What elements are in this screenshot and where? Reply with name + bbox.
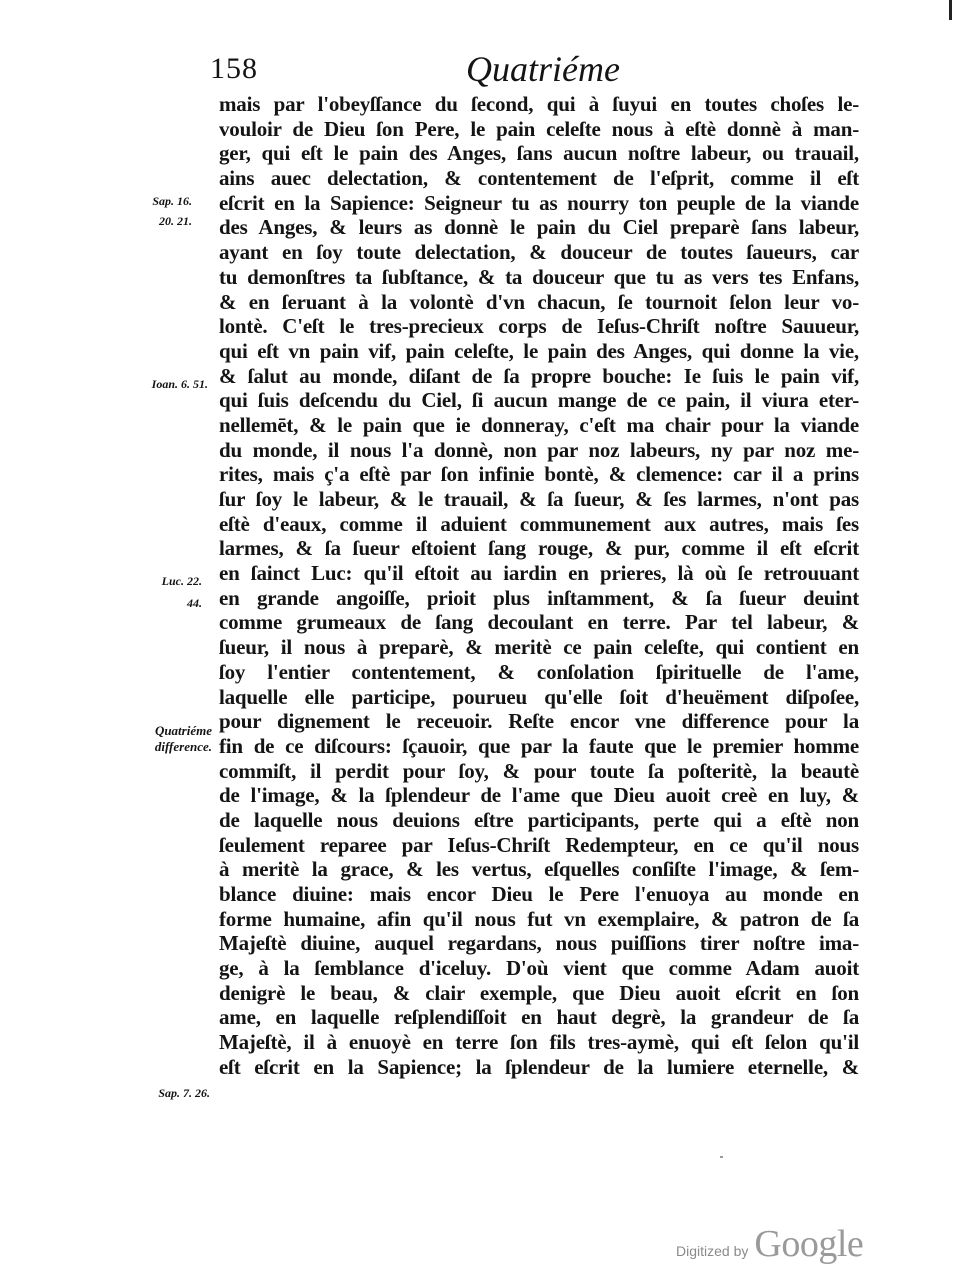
text-line: ſoy l'entier contentement, & conſolation ſpirituelle de l'ame,: [219, 659, 859, 684]
text-line: des Anges, & leurs as donnè le pain du Ciel preparè ſans labeur,: [219, 215, 859, 240]
text-line: qui eſt vn pain vif, pain celeſte, le pain des Anges, qui donne la vie,: [219, 338, 859, 363]
margin-note-ioan: [130, 376, 208, 392]
margin-note-line: 20. 21.: [159, 214, 192, 228]
text-line: blance diuine: mais encor Dieu le Pere l'enuoya au monde en: [219, 882, 859, 906]
page-number: 158: [210, 52, 258, 85]
text-line: ame, en laquelle reſplendiſſoit en haut degrè, la grandeur de ſa: [219, 1005, 859, 1030]
text-line: commiſt, il perdit pour ſoy, & pour toute ſa poſteritè, la beautè: [219, 758, 859, 783]
text-line: à meritè la grace, & les vertus, eſquelles conſiſte l'image, & ſem-: [219, 857, 859, 882]
text-line: vouloir de Dieu ſon Pere, le pain celeſte nous à eſtè donnè à man-: [219, 116, 859, 141]
margin-note-line: difference.: [154, 739, 212, 754]
margin-note-line: Ioan. 6. 51.: [151, 377, 208, 391]
scan-edge-mark: [949, 0, 952, 20]
text-line: ger, qui eſt le pain des Anges, ſans aucun noſtre labeur, ou trauail,: [219, 141, 859, 166]
text-line: laquelle elle participe, pourueu qu'elle ſoit d'heuëment diſpoſee,: [219, 684, 859, 709]
text-line: eſt eſcrit en la Sapience; la ſplendeur de la lumiere eternelle, &: [219, 1054, 859, 1079]
text-line: forme humaine, afin qu'il nous fut vn exemplaire, & patron de ſa: [219, 906, 859, 931]
text-line: en grande angoiſſe, prioit plus inſtamment, & ſa ſueur deuint: [219, 585, 859, 610]
text-line: eſcrit en la Sapience: Seigneur tu as nourry ton peuple de la viande: [219, 190, 859, 215]
digitized-by-watermark: [676, 1222, 863, 1266]
text-line: du monde, il nous l'a donnè, non par noz labeurs, ny par noz me-: [219, 437, 859, 462]
margin-note-line: Sap. 7. 26.: [158, 1086, 210, 1100]
text-line: de l'image, & la ſplendeur de l'ame que Dieu auoit creè en luy, &: [219, 783, 859, 808]
text-line: comme grumeaux de ſang decoulant en terre. Par tel labeur, &: [219, 610, 859, 635]
margin-note-line: Sap. 16.: [152, 194, 192, 208]
text-line: larmes, & ſa ſueur eſtoient ſang rouge, & pur, comme il eſt eſcrit: [219, 536, 859, 561]
text-line: rites, mais ç'a eſtè par ſon infinie bontè, & clemence: car il a prins: [219, 462, 859, 487]
text-line: pour dignement le receuoir. Reſte encor vne difference pour la: [219, 709, 859, 734]
text-line: ſueur, il nous à preparè, & meritè ce pain celeſte, qui contient en: [219, 635, 859, 660]
text-line: Majeſtè diuine, auquel regardans, nous puiſſions tirer noſtre ima-: [219, 931, 859, 956]
text-line: fin de ce diſcours: ſçauoir, que par la faute que le premier homme: [219, 733, 859, 758]
text-line: nellemēt, & le pain que ie donneray, c'eſt ma chair pour la viande: [219, 412, 859, 437]
margin-note-sap-7: [130, 1085, 210, 1101]
text-line: eſtè d'eaux, comme il aduient communement aux autres, mais ſes: [219, 511, 859, 536]
running-title: Quatriéme: [466, 49, 620, 89]
text-line: ge, à la ſemblance d'iceluy. D'où vient que comme Adam auoit: [219, 956, 859, 981]
text-line: qui ſuis deſcendu du Ciel, ſi aucun mange de ce pain, il viura eter-: [219, 388, 859, 413]
text-line: ſeulement reparee par Ieſus-Chriſt Redempteur, en ce qu'il nous: [219, 832, 859, 857]
text-line: lontè. C'eſt le tres-precieux corps de Ieſus-Chriſt noſtre Sauueur,: [219, 314, 859, 339]
text-line: ſur ſoy le labeur, & le trauail, & ſa ſueur, & ſes larmes, n'ont pas: [219, 487, 859, 511]
text-line: & en ſeruant à la volontè d'vn chacun, ſe tournoit ſelon leur vo-: [219, 289, 859, 314]
text-line: mais par l'obeyſſance du ſecond, qui à ſuyui en toutes choſes le-: [219, 92, 859, 116]
text-line: tu demonſtres ta ſubſtance, & ta douceur que tu as vers tes Enfans,: [219, 264, 859, 289]
margin-note-sap-16: [132, 193, 192, 229]
text-line: ayant en ſoy toute delectation, & douceur de toutes ſaueurs, car: [219, 240, 859, 265]
margin-note-line: 44.: [187, 596, 202, 610]
digitized-label: Digitized by: [676, 1243, 749, 1259]
google-logo: Google: [754, 1223, 864, 1265]
body-text: [219, 92, 859, 1080]
margin-note-quatrieme-difference: [128, 723, 212, 755]
text-line: ains auec delectation, & contentement de l'eſprit, comme il eſt: [219, 166, 859, 191]
text-line: de laquelle nous deuions eſtre participants, perte qui a eſtè non: [219, 807, 859, 832]
text-line: Majeſtè, il à enuoyè en terre ſon fils tres-aymè, qui eſt ſelon qu'il: [219, 1030, 859, 1055]
margin-note-line: Luc. 22.: [161, 574, 202, 588]
text-line: & ſalut au monde, diſant de ſa propre bouche: Ie ſuis le pain vif,: [219, 363, 859, 388]
text-line: en ſainct Luc: qu'il eſtoit au iardin en prieres, là où ſe retrouuant: [219, 561, 859, 586]
text-line: denigrè le beau, & clair exemple, que Dieu auoit eſcrit en ſon: [219, 980, 859, 1005]
scan-speck: [720, 1156, 723, 1158]
margin-note-luc: [130, 573, 202, 611]
margin-note-line: Quatriéme: [154, 723, 212, 738]
